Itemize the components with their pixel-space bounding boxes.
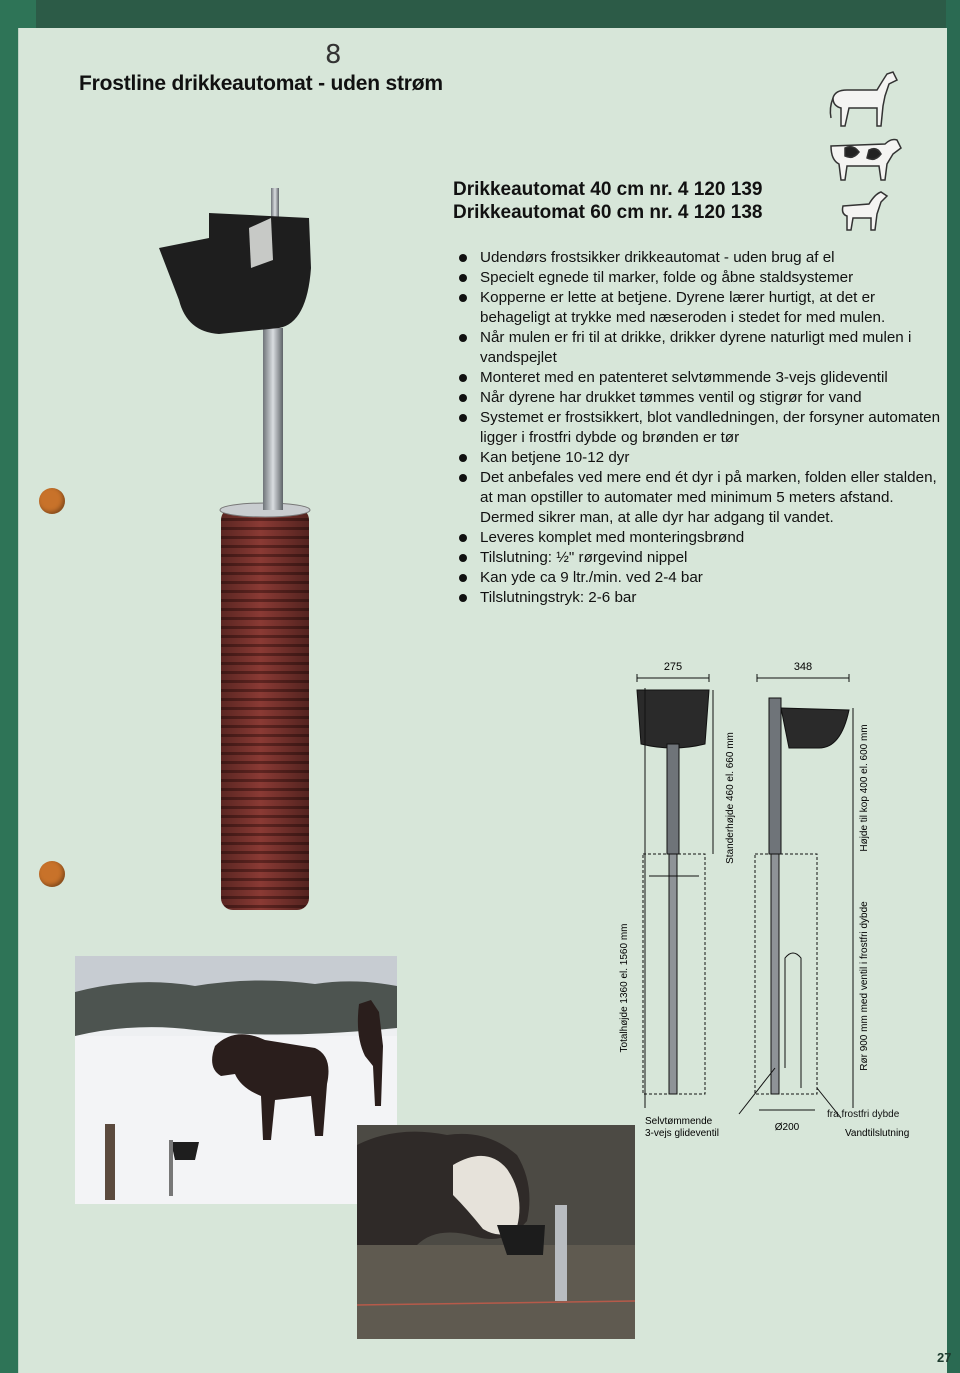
cup-height-label: Højde til kop 400 el. 600 mm xyxy=(859,724,870,852)
animal-icons xyxy=(825,68,905,238)
list-item: Det anbefales ved mere end ét dyr i på marken, folden eller stalden, at man opstiller to automater med minimum 5 meters afstand. Dermed sikrer man, at alle dyr har adgang til vandet. xyxy=(459,468,949,528)
connection-label-line2: fra frostfri dybde xyxy=(827,1109,900,1120)
list-item: Leveres komplet med monteringsbrønd xyxy=(459,528,949,548)
width-front-label: 275 xyxy=(663,661,683,673)
photo-ponies-in-snow xyxy=(75,956,397,1204)
drinking-bowl xyxy=(159,213,311,334)
top-border xyxy=(36,0,960,30)
list-item: Når mulen er fri til at drikke, drikker dyrene naturligt med mulen i vandspejlet xyxy=(459,328,949,368)
list-item: Systemet er frostsikkert, blot vandledningen, der forsyner automaten ligger i frostfri dybde og brønden er tør xyxy=(459,408,949,448)
product-photo xyxy=(149,188,349,918)
list-item: Udendørs frostsikker drikkeautomat - uden brug af el xyxy=(459,248,949,268)
list-item: Tilslutning: ½" rørgevind nippel xyxy=(459,548,949,568)
total-height-label: Totalhøjde 1360 el. 1560 mm xyxy=(619,923,630,1053)
punch-hole-lower xyxy=(39,861,65,887)
cow-icon xyxy=(831,140,901,181)
punch-hole-upper xyxy=(39,488,65,514)
pipe-label: Rør 900 mm med ventil i frostfri dybde xyxy=(859,901,870,1071)
width-side-label: 348 xyxy=(793,661,813,673)
valve-label-line2: 3-vejs glideventil xyxy=(645,1128,719,1138)
standpipe xyxy=(263,328,283,510)
page-number: 27 xyxy=(937,1350,952,1365)
list-item: Kan betjene 10-12 dyr xyxy=(459,448,949,468)
handwritten-mark: 8 xyxy=(325,40,342,70)
product-list xyxy=(453,178,762,224)
list-item: Monteret med en patenteret selvtømmende 3-vejs glideventil xyxy=(459,368,949,388)
connection-label-line1: Vandtilslutning xyxy=(845,1128,910,1138)
stand-height-label: Standerhøjde 460 el. 660 mm xyxy=(725,732,736,864)
product-60cm: Drikkeautomat 60 cm nr. 4 120 138 xyxy=(453,202,763,223)
right-border xyxy=(946,0,960,1373)
list-item: Tilslutningstryk: 2-6 bar xyxy=(459,588,949,608)
list-item: Når dyrene har drukket tømmes ventil og stigrør for vand xyxy=(459,388,949,408)
list-item: Specielt egnede til marker, folde og åbne staldsystemer xyxy=(459,268,949,288)
calf-icon xyxy=(843,192,888,230)
page-title: Frostline drikkeautomat - uden strøm xyxy=(79,72,443,95)
list-item: Kopperne er lette at betjene. Dyrene lærer hurtigt, at det er behageligt at trykke med næseroden i stedet for med mulen. xyxy=(459,288,949,328)
photo-cow-drinking xyxy=(357,1125,635,1339)
list-item: Kan yde ca 9 ltr./min. ved 2-4 bar xyxy=(459,568,949,588)
technical-drawing xyxy=(609,648,939,1138)
horse-icon xyxy=(830,72,897,126)
valve-label-line1: Selvtømmende xyxy=(645,1116,713,1127)
diameter-label: Ø200 xyxy=(774,1122,800,1133)
product-40cm: Drikkeautomat 40 cm nr. 4 120 139 xyxy=(453,179,763,200)
feature-list xyxy=(459,248,949,608)
catalog-page xyxy=(18,28,952,1373)
